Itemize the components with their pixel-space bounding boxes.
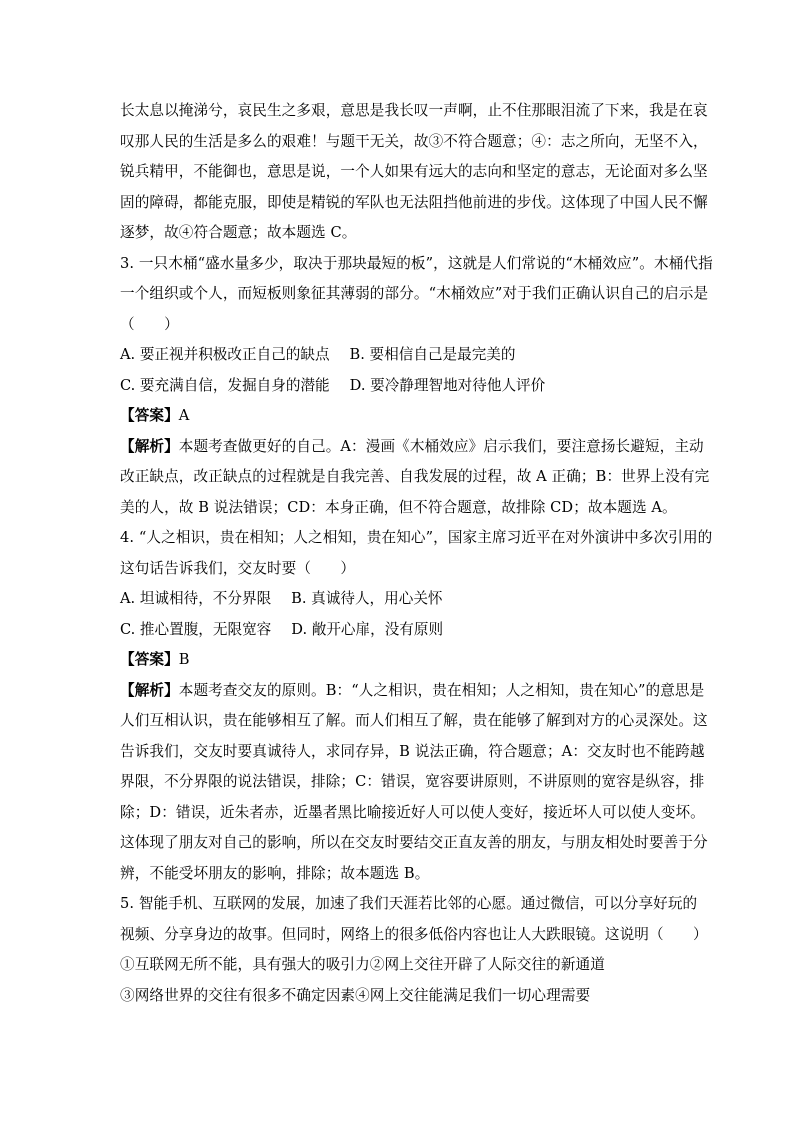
statement-line: ③网络世界的交往有很多不确定因素④网上交往能满足我们一切心理需要 bbox=[120, 986, 591, 1004]
statement-line: ①互联网无所不能，具有强大的吸引力②网上交往开辟了人际交往的新通道 bbox=[120, 956, 605, 973]
text-line: 长太息以掩涕兮，哀民生之多艰，意思是我长叹一声啊，止不住那眼泪流了下来，我是在哀 bbox=[120, 102, 708, 119]
analysis-text: 本题考查交友的原则。B：“人之相识，贵在相知；人之相知，贵在知心”的意思是 bbox=[178, 681, 705, 699]
analysis-line: 这体现了朋友对自己的影响，所以在交友时要结交正直友善的朋友，与朋友相处时要善于分 bbox=[120, 834, 708, 851]
question-stem-line: 3. 一只木桶“盛水量多少，取决于那块最短的板”，这就是人们常说的“木桶效应”。木桶代指 bbox=[120, 254, 713, 272]
options-row bbox=[120, 371, 688, 402]
analysis-label: 【解析】 bbox=[120, 681, 179, 699]
text-line: 固的障碍，都能克服，即使是精锐的军队也无法阻挡他前进的步伐。这体现了中国人民不懈 bbox=[120, 193, 708, 211]
question-stem-line: 5. 智能手机、互联网的发展，加速了我们天涯若比邻的心愿。通过微信，可以分享好玩的 bbox=[120, 895, 698, 912]
analysis-line: 界限，不分界限的说法错误，排除；C：错误，宽容要讲原则，不讲原则的宽容是纵容，排 bbox=[120, 773, 705, 790]
options-row bbox=[120, 615, 688, 646]
analysis-line: 改正缺点，改正缺点的过程就是自我完善、自我发展的过程，故 A 正确；B：世界上没有完 bbox=[120, 468, 710, 485]
analysis-line bbox=[120, 676, 705, 707]
option-b: B. 真诚待人，用心关怀 bbox=[291, 590, 443, 607]
q2-explanation-tail bbox=[120, 96, 708, 249]
analysis-label: 【解析】 bbox=[120, 437, 179, 455]
options-row bbox=[120, 340, 688, 371]
analysis-line bbox=[120, 432, 704, 463]
question-stem-line: （ ） bbox=[120, 315, 179, 333]
option-d: D. 要冷静理智地对待他人评价 bbox=[349, 376, 546, 394]
analysis-line: 人们互相认识，贵在能够相互了解。而人们相互了解，贵在能够了解到对方的心灵深处。这 bbox=[120, 712, 708, 729]
option-b: B. 要相信自己是最完美的 bbox=[349, 346, 516, 363]
answer-label: 【答案】 bbox=[120, 407, 179, 424]
question-stem-line: 视频、分享身边的故事。但同时，网络上的很多低俗内容也让人大跌眼镜。这说明（ ） bbox=[120, 925, 708, 943]
analysis-line: 除；D：错误，近朱者赤，近墨者黑比喻接近好人可以使人变好，接近坏人可以使人变坏。 bbox=[120, 803, 705, 821]
answer-value: A bbox=[178, 407, 190, 424]
question-3 bbox=[120, 249, 713, 524]
option-d: D. 敞开心扉，没有原则 bbox=[291, 620, 444, 638]
answer-value: B bbox=[178, 651, 190, 668]
question-stem-line: 一个组织或个人，而短板则象征其薄弱的部分。“木桶效应”对于我们正确认识自己的启示是 bbox=[120, 285, 709, 302]
text-line: 锐兵精甲，不能御也，意思是说，一个人如果有远大的志向和坚定的意志，无论面对多么坚 bbox=[120, 163, 708, 180]
question-stem-line: 4. “人之相识，贵在相知；人之相知，贵在知心”，国家主席习近平在对外演讲中多次引用的 bbox=[120, 529, 713, 546]
answer-label: 【答案】 bbox=[120, 651, 179, 668]
question-stem-line: 这句话告诉我们，交友时要（ ） bbox=[120, 559, 356, 577]
document-page bbox=[120, 96, 713, 1011]
text-line: 逐梦，故④符合题意；故本题选 C。 bbox=[120, 224, 357, 241]
answer-line bbox=[120, 645, 688, 676]
question-4 bbox=[120, 523, 713, 889]
answer-line bbox=[120, 401, 688, 432]
analysis-line: 告诉我们，交友时要真诚待人，求同存异，B 说法正确，符合题意；A：交友时也不能跨越 bbox=[120, 742, 705, 760]
question-5 bbox=[120, 889, 708, 1011]
option-a: A. 坦诚相待，不分界限 bbox=[120, 590, 272, 607]
option-c: C. 要充满自信，发掘自身的潜能 bbox=[120, 376, 330, 394]
text-line: 叹那人民的生活是多么的艰难！与题干无关，故③不符合题意；④：志之所向，无坚不入， bbox=[120, 132, 708, 150]
analysis-text: 本题考查做更好的自己。A：漫画《木桶效应》启示我们，要注意扬长避短，主动 bbox=[178, 437, 704, 455]
analysis-line: 美的人，故 B 说法错误；CD：本身正确，但不符合题意，故排除 CD；故本题选 A。 bbox=[120, 498, 677, 516]
options-row bbox=[120, 584, 688, 615]
option-a: A. 要正视并积极改正自己的缺点 bbox=[120, 346, 330, 363]
analysis-line: 辨，不能受坏朋友的影响，排除；故本题选 B。 bbox=[120, 864, 430, 882]
option-c: C. 推心置腹，无限宽容 bbox=[120, 620, 272, 638]
